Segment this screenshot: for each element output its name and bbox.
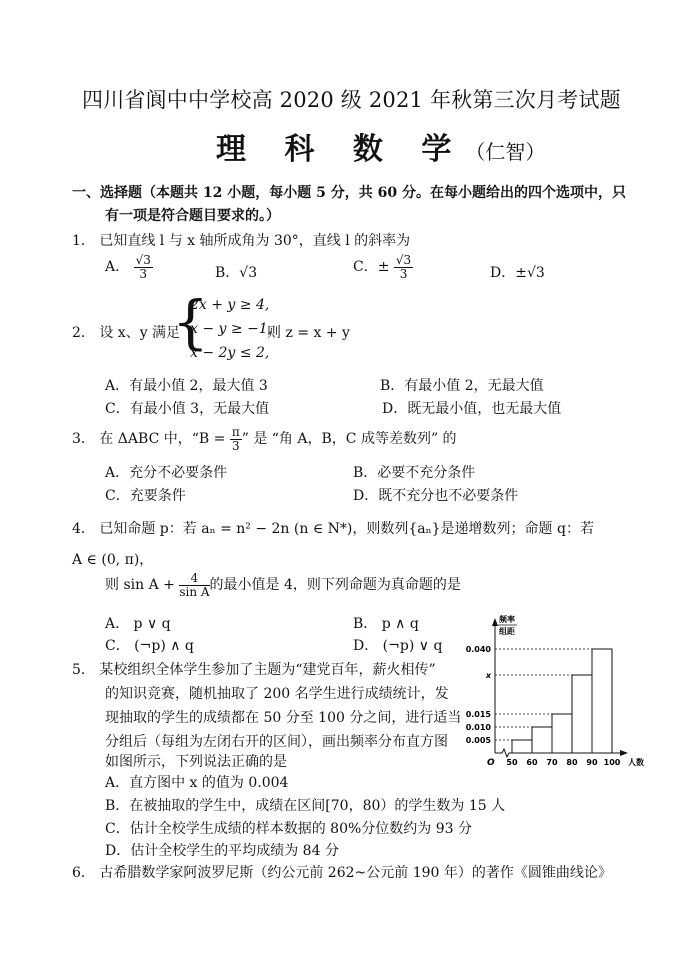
q4-stem-line2: A ∈ (0, π)，: [72, 552, 154, 568]
q4-stem-line3-suffix: 的最小值是 4，则下列命题为真命题的是: [209, 577, 461, 594]
q2-option-a: A．有最小值 2，最大值 3: [105, 378, 268, 394]
x-tick-label: 80: [566, 758, 578, 767]
histogram-bar: [512, 740, 532, 753]
histogram-bar: [592, 649, 612, 753]
q4-stem-line3-prefix: 则 sin A +: [105, 577, 180, 594]
q3-option-d: D．既不充分也不必要条件: [353, 488, 519, 504]
q4-stem-line3: [105, 572, 461, 598]
q4-frac-num: 4: [179, 572, 209, 586]
frequency-histogram: [455, 612, 675, 777]
q1-b-value: √3: [239, 265, 258, 281]
q5-line3: 现抽取的学生的成绩都在 50 分至 100 分之间，进行适当: [105, 710, 462, 726]
q5-option-b: B．在被抽取的学生中，成绩在区间[70，80）的学生数为 15 人: [105, 798, 506, 814]
x-tick-label: 90: [586, 758, 598, 767]
exam-title: 四川省阆中中学校高 2020 级 2021 年秋第三次月考试题: [82, 88, 621, 112]
q4-stem-line1: 4． 已知命题 p：若 aₙ = n² − 2n (n ∈ N*)，则数列{aₙ}是递增数列；命题 q：若: [72, 521, 594, 537]
q3-option-a: A．充分不必要条件: [105, 465, 228, 481]
q1-b-label: B．: [215, 265, 240, 281]
q2-option-d: D．既无最小值，也无最大值: [382, 401, 562, 417]
x-tick-label: 50: [506, 758, 518, 767]
q3-stem-suffix: ” 是 “角 A，B，C 成等差数列” 的: [241, 431, 457, 448]
y-tick-label: x: [485, 671, 491, 680]
q1-stem: 1． 已知直线 l 与 x 轴所成角为 30°，直线 l 的斜率为: [72, 233, 411, 249]
q5-line4: 分组后（每组为左闭右开的区间），画出频率分布直方图: [105, 734, 448, 750]
q1-a-label: A．: [105, 259, 130, 276]
histogram-bar: [532, 727, 552, 753]
q1-c-label: C．±: [353, 259, 390, 276]
q5-option-c: C．估计全校学生成绩的样本数据的 80%分位数约为 93 分: [105, 821, 472, 837]
y-tick-label: 0.015: [465, 710, 491, 719]
histogram-bars: [512, 649, 612, 753]
q6-stem: 6． 古希腊数学家阿波罗尼斯（约公元前 262~公元前 190 年）的著作《圆锥曲线论》: [72, 865, 612, 881]
q4-option-b: B． p ∧ q: [353, 616, 419, 632]
q2-stem-suffix: 则 z = x + y: [267, 325, 350, 341]
q5-line5: 如图所示，下列说法正确的是: [105, 754, 287, 770]
q3-frac-den: 3: [231, 438, 240, 453]
section-heading-line1: 一、选择题（本题共 12 小题，每小题 5 分，共 60 分。在每小题给出的四个选项中，只: [72, 185, 626, 201]
q4-option-c: C． (¬p) ∧ q: [105, 638, 194, 654]
y-axis-label-top: 频率: [499, 615, 515, 624]
origin-label: O: [487, 758, 495, 768]
q2-stem-prefix: 2． 设 x、y 满足: [72, 325, 181, 341]
q5-option-d: D．估计全校学生的平均成绩为 84 分: [105, 843, 339, 859]
q5-line1: 5． 某校组织全体学生参加了主题为“建党百年，薪火相传”: [72, 662, 436, 678]
x-tick-label: 70: [546, 758, 558, 767]
histogram-bar: [572, 675, 592, 753]
subject-note: （仁智）: [465, 140, 546, 164]
y-tick-label: 0.005: [465, 736, 491, 745]
q2-option-c: C．有最小值 3，无最大值: [105, 401, 270, 417]
q2-condition-3: x − 2y ≤ 2,: [190, 345, 270, 361]
q3-frac-num: π: [231, 425, 240, 439]
section-heading-line2: 有一项是符合题目要求的。）: [105, 208, 280, 224]
q3-fraction: [230, 426, 242, 452]
q1-c-num: √3: [395, 253, 412, 267]
q3-option-c: C．充要条件: [105, 488, 186, 504]
y-tick-label: 0.040: [465, 645, 491, 654]
q2-option-b: B．有最小值 2，无最大值: [380, 378, 544, 394]
q2-condition-2: x − y ≥ −1,: [190, 321, 273, 337]
subject-heading: [216, 124, 545, 168]
x-axis-arrow: [620, 750, 628, 756]
q1-c-den: 3: [399, 266, 408, 281]
q3-stem: [72, 426, 457, 452]
x-tick-label: 100: [603, 758, 621, 767]
q5-option-a: A．直方图中 x 的值为 0.004: [105, 775, 289, 791]
q1-option-b: [215, 262, 257, 282]
q1-a-fraction: [134, 254, 153, 280]
y-axis-label-bottom: 组距: [499, 627, 515, 636]
q4-option-d: D． (¬p) ∨ q: [353, 638, 443, 654]
q3-option-b: B．必要不充分条件: [353, 465, 476, 481]
q2-brace: {: [172, 288, 209, 356]
q1-a-num: √3: [135, 253, 151, 267]
y-axis-arrow: [492, 618, 498, 626]
x-axis-label: 人数: [628, 758, 644, 767]
q1-option-d: D．±√3: [490, 265, 545, 281]
subject-title: 理 科 数 学: [216, 132, 466, 167]
histogram-bar: [552, 714, 572, 753]
q2-condition-1: 2x + y ≥ 4,: [190, 297, 270, 313]
q4-frac-den: sin A: [179, 584, 210, 599]
q4-fraction: [179, 572, 209, 598]
y-tick-label: 0.010: [465, 723, 491, 732]
q1-option-c: [353, 254, 413, 280]
x-tick-label: 60: [526, 758, 538, 767]
q1-option-a: [105, 254, 153, 280]
q5-line2: 的知识竞赛，随机抽取了 200 名学生进行成绩统计，发: [105, 686, 449, 702]
q1-a-den: 3: [139, 266, 148, 281]
q4-option-a: A． p ∨ q: [105, 616, 171, 632]
q3-stem-prefix: 3． 在 ΔABC 中，“B =: [72, 431, 230, 448]
q1-c-fraction: [394, 254, 413, 280]
